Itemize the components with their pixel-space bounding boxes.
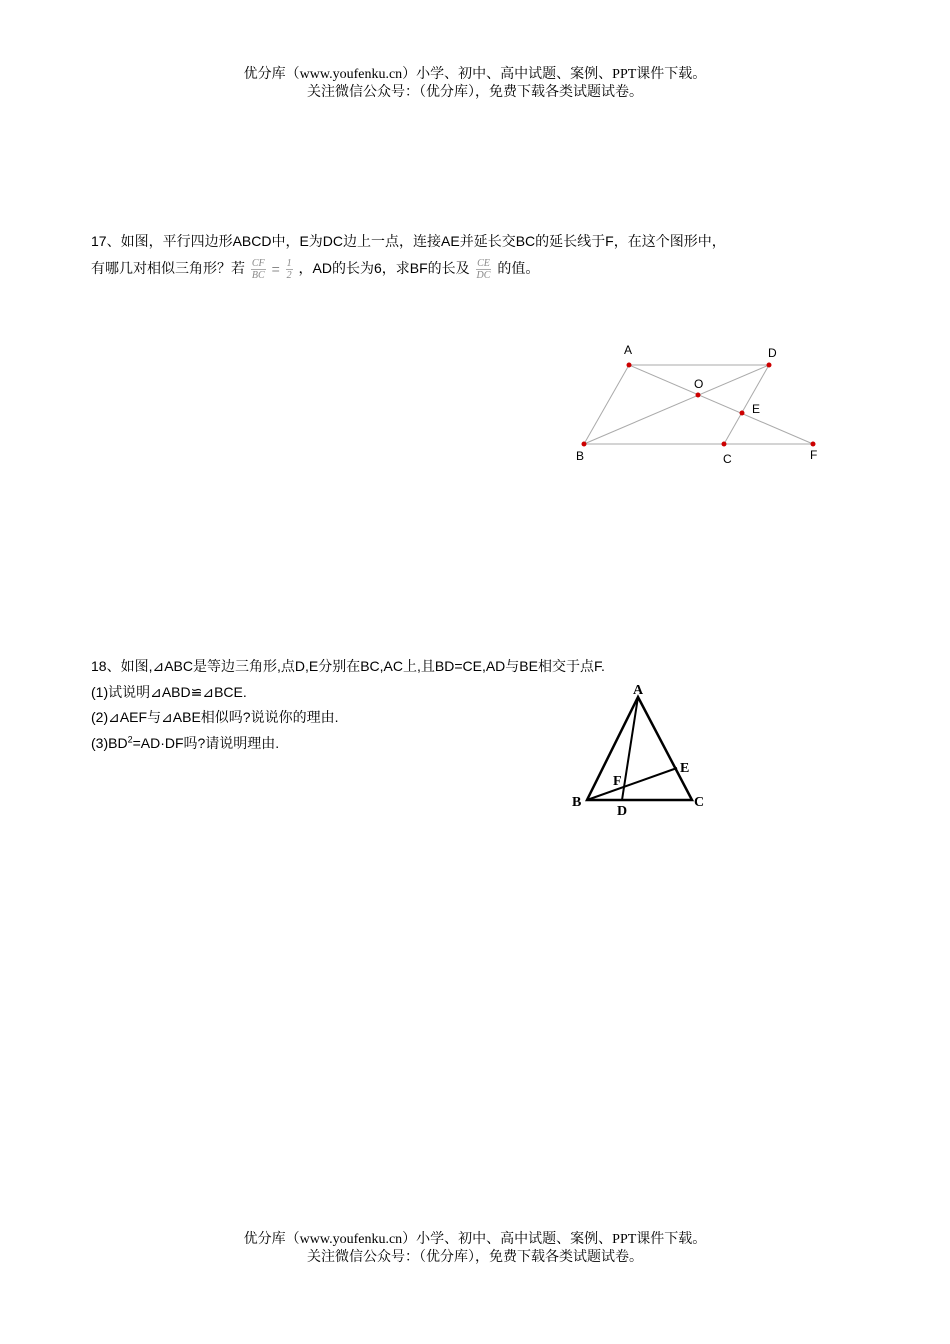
label-e: E — [752, 402, 761, 416]
header-line-1: 优分库（www.youfenku.cn）小学、初中、高中试题、案例、PPT课件下载。 — [243, 67, 707, 82]
footer-line-2: 关注微信公众号：（优分库），免费下载各类试题试卷。 — [307, 1250, 643, 1265]
fraction-numerator: 1 — [286, 257, 292, 269]
q17-line-2 — [91, 255, 881, 283]
label-b: B — [576, 449, 585, 463]
point-b — [582, 442, 587, 447]
label-e: E — [680, 761, 690, 776]
q17-line-1: 17、如图，平行四边形ABCD中，E为DC边上一点，连接AE并延长交BC的延长线于F，在这个图形中， — [91, 233, 726, 249]
label-d: D — [617, 804, 628, 819]
fraction-numerator: CF — [251, 257, 265, 269]
segment-ab — [584, 365, 629, 444]
fraction-denominator: BC — [251, 269, 265, 281]
segment-dc — [724, 365, 769, 444]
segment-af — [629, 365, 813, 444]
q18-part-2: (2)⊿AEF与⊿ABE相似吗?说说你的理由. — [91, 709, 339, 725]
triangle-abc — [587, 697, 692, 800]
label-f: F — [810, 448, 818, 462]
footer-line-1: 优分库（www.youfenku.cn）小学、初中、高中试题、案例、PPT课件下载。 — [243, 1232, 707, 1247]
q18-part-1: (1)试说明⊿ABD≌⊿BCE. — [91, 683, 247, 700]
fraction-one-half — [286, 258, 293, 281]
label-b: B — [572, 795, 582, 810]
label-a: A — [633, 683, 644, 698]
fraction-denominator: DC — [476, 269, 491, 281]
point-f — [811, 442, 816, 447]
superscript-two: 2 — [127, 733, 133, 744]
label-f: F — [613, 774, 622, 789]
fraction-numerator: CE — [477, 257, 490, 269]
q18-line-1: 18、如图,⊿ABC是等边三角形,点D,E分别在BC,AC上,且BD=CE,AD与BE相交于点F. — [91, 658, 605, 674]
q18-part-3 — [91, 731, 881, 757]
label-o: O — [694, 377, 704, 391]
point-c — [722, 442, 727, 447]
q18-part-3-a: (3)BD — [91, 734, 128, 751]
parallelogram-figure — [560, 335, 840, 475]
header-line-2: 关注微信公众号：（优分库），免费下载各类试题试卷。 — [307, 85, 643, 100]
q17-text-b: ，AD的长为6，求BF的长及 — [298, 260, 470, 276]
q18-part-3-b: =AD·DF吗?请说明理由. — [132, 734, 280, 751]
label-c: C — [694, 795, 705, 810]
label-d: D — [768, 346, 777, 360]
label-c: C — [723, 452, 732, 466]
point-e — [740, 411, 745, 416]
label-a: A — [624, 343, 633, 357]
q17-text-a: 有哪几对相似三角形？若 — [91, 260, 245, 276]
question-18 — [91, 654, 881, 756]
triangle-figure — [565, 676, 715, 821]
fraction-denominator: 2 — [286, 269, 292, 281]
fraction-ce-dc — [476, 258, 492, 281]
equals-sign: = — [271, 260, 280, 277]
q17-text-c: 的值。 — [497, 260, 540, 276]
fraction-cf-bc — [251, 258, 266, 281]
point-o — [696, 393, 701, 398]
question-17 — [91, 228, 881, 283]
segment-bd — [584, 365, 769, 444]
point-a — [627, 363, 632, 368]
point-d — [767, 363, 772, 368]
